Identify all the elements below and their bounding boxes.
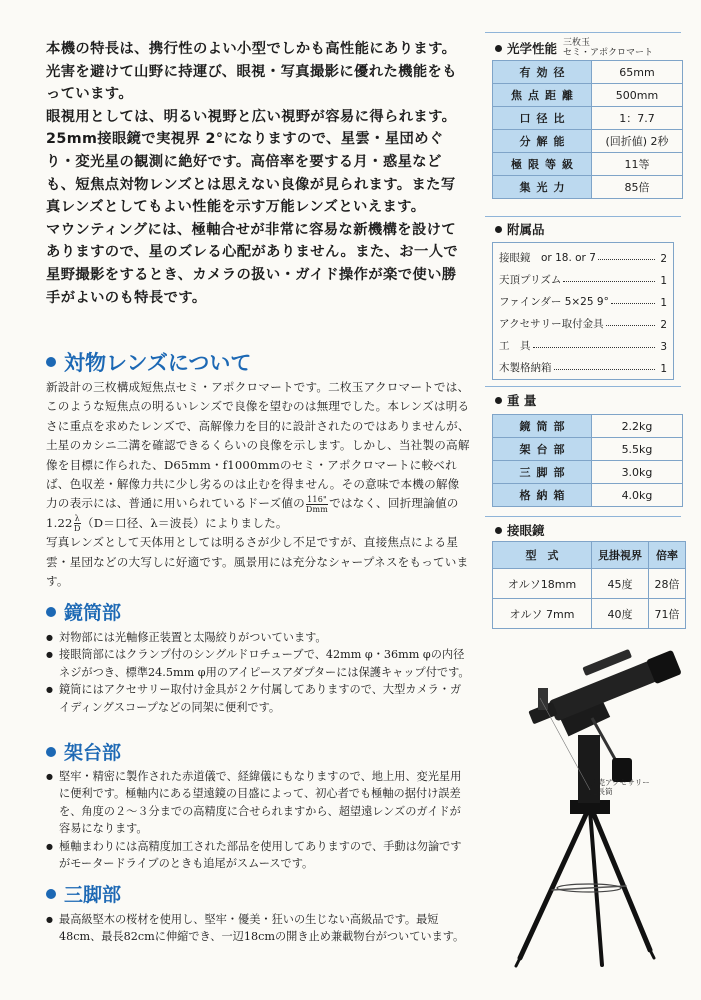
list-item: 木製格納箱 1 xyxy=(499,362,667,375)
lens-description xyxy=(46,378,470,592)
list-item: ● 最高級堅木の桜材を使用し、堅牢・優美・狂いの生じない高級品です。最短48cm、最長82cmに伸縮でき、一辺18cmの開き止め兼載物台がついています。 xyxy=(46,911,470,946)
list-item: ● 対物部には光軸修正装置と太陽絞りがついています。 xyxy=(46,629,470,646)
eyepiece-table xyxy=(492,541,686,629)
list-item: ● 接眼筒部にはクランプ付のシングルドロチューブで、42mm φ・36mm φの内径ネジがつき、標準24.5mm φ用のアイピースアダプターには保護キャップ付です。 xyxy=(46,646,470,681)
optics-table xyxy=(492,60,683,199)
list-item: 天頂プリズム 1 xyxy=(499,274,667,287)
tripod-heading: 三脚部 xyxy=(46,880,121,907)
table-row: 有効径 65mm xyxy=(493,61,683,84)
table-row: 集光力 85倍 xyxy=(493,176,683,199)
intro-paragraph: マウンティングには、極軸合せが非常に容易な新機構を設けてありますので、星のズレる心配がありません。また、お一人で星野撮影をするとき、カメラの扱い・ガイド操作が楽で使い勝手がよいのも特長です。 xyxy=(46,221,459,306)
diffraction-fraction: $\frac{\lambda}{D}$ xyxy=(73,514,81,534)
table-row: オルソ18mm 45度 28倍 xyxy=(493,569,686,599)
table-row: 格納箱 4.0kg xyxy=(493,484,683,507)
lens-text: 新設計の三枚構成短焦点セミ・アポクロマートです。二枚玉アクロマートでは、このような短焦点の明るいレンズで良像を望むのは無理でした。本レンズは明るさに重点を求めたレンズで、高解像力を目的に設計されたのではありませんが、土星のカシニ二溝を確認できるくらいの良像を示します。しかし、当社製の高解像を目標に作られた、D65mm・f1000mmのセミ・アポクロマートに較べれば、色収差・解像力共に少し劣るのは止むを得ません。その意味で本機の解像力の表示には、普通に用いられているドーズ値の xyxy=(46,380,470,511)
bullet-dot-icon xyxy=(495,527,502,534)
divider xyxy=(485,32,681,33)
dawes-fraction: $\frac{116"}{\text{Dmm}}$ xyxy=(305,494,329,514)
divider xyxy=(485,386,681,387)
mount-heading: 架台部 xyxy=(46,738,121,765)
accessories-list xyxy=(492,242,674,380)
table-row: 三脚部 3.0kg xyxy=(493,461,683,484)
lens-text: （D＝口径、λ＝波長）によりました。 xyxy=(81,515,288,530)
photo-caption: 別売アクセサリー 延長筒 xyxy=(590,778,650,796)
accessories-title: 附属品 xyxy=(495,220,545,238)
table-row: 鏡筒部 2.2kg xyxy=(493,415,683,438)
bullet-dot-icon xyxy=(46,607,56,617)
intro-text xyxy=(46,38,466,309)
intro-paragraph: 眼視用としては、明るい視野と広い視野が容易に得られます。25mm接眼鏡で実視界 2°になりますので、星雲・星団めぐり・変光星の観測に絶好です。高倍率を要する月・惑星なども、短焦点対物レンズとは思えない良像が見られます。また写真レンズとしてもよい性能を示す万能レンズといえます。 xyxy=(46,108,457,216)
table-row: 架台部 5.5kg xyxy=(493,438,683,461)
table-row: オルソ 7mm 40度 71倍 xyxy=(493,599,686,629)
table-row: 焦点距離 500mm xyxy=(493,84,683,107)
divider xyxy=(485,516,681,517)
lens-text: ではなく、回折理論値の1.22 xyxy=(46,496,459,530)
bullet-dot-icon xyxy=(46,747,56,757)
lens-text: 写真レンズとして天体用としては明るさが少し不足ですが、直接焦点による星雲・星団などの大写しに好適です。風景用には充分なシャープネスをもっています。 xyxy=(46,535,469,589)
optics-title: 光学性能 三枚玉 セミ・アポクロマート xyxy=(495,38,653,58)
table-row: 極限等級 11等 xyxy=(493,153,683,176)
list-item: 接眼鏡 or 18. or 7 2 xyxy=(499,252,667,265)
table-row: 口径比 1：7.7 xyxy=(493,107,683,130)
optics-subtitle: 三枚玉 セミ・アポクロマート xyxy=(563,38,654,58)
tripod-list xyxy=(46,911,470,946)
tube-heading: 鏡筒部 xyxy=(46,598,121,625)
mount-list xyxy=(46,768,470,872)
list-item: ファインダー 5×25 9° 1 xyxy=(499,296,667,309)
bullet-dot-icon xyxy=(495,45,502,52)
tube-list xyxy=(46,629,470,716)
list-item: ● 鏡筒にはアクセサリー取付け金具が２ケ付属してありますので、大型カメラ・ガイディングスコープなどの同架に便利です。 xyxy=(46,681,470,716)
divider xyxy=(485,216,681,217)
bullet-dot-icon xyxy=(495,397,502,404)
table-row: 型 式 見掛視界 倍率 xyxy=(493,542,686,569)
bullet-dot-icon xyxy=(46,889,56,899)
list-item: 工 具 3 xyxy=(499,340,667,353)
bullet-dot-icon xyxy=(495,226,502,233)
table-row: 分解能 (回折値) 2秒 xyxy=(493,130,683,153)
eyepiece-title: 接眼鏡 xyxy=(495,521,545,539)
list-item: アクセサリー取付金具 2 xyxy=(499,318,667,331)
intro-paragraph: 本機の特長は、携行性のよい小型でしかも高性能にあります。光害を避けて山野に持運び、眼視・写真撮影に優れた機能をもっています。 xyxy=(46,41,457,103)
list-item: ● 極軸まわりには高精度加工された部品を使用してありますので、手動は勿論ですがモータードライブのときも追尾がスムースです。 xyxy=(46,838,470,873)
telescope-photo xyxy=(490,640,690,970)
bullet-dot-icon xyxy=(46,357,56,367)
weight-table xyxy=(492,414,683,507)
list-item: ● 堅牢・精密に製作された赤道儀で、経緯儀にもなりますので、地上用、変光星用に便利です。極軸内にある望遠鏡の目盛によって、初心者でも極軸の据付け誤差を、角度の２～３分までの高精度に合せられますから、超望遠レンズのガイドが容易になります。 xyxy=(46,768,470,838)
weight-title: 重 量 xyxy=(495,391,536,409)
lens-heading: 対物レンズについて xyxy=(46,347,251,377)
